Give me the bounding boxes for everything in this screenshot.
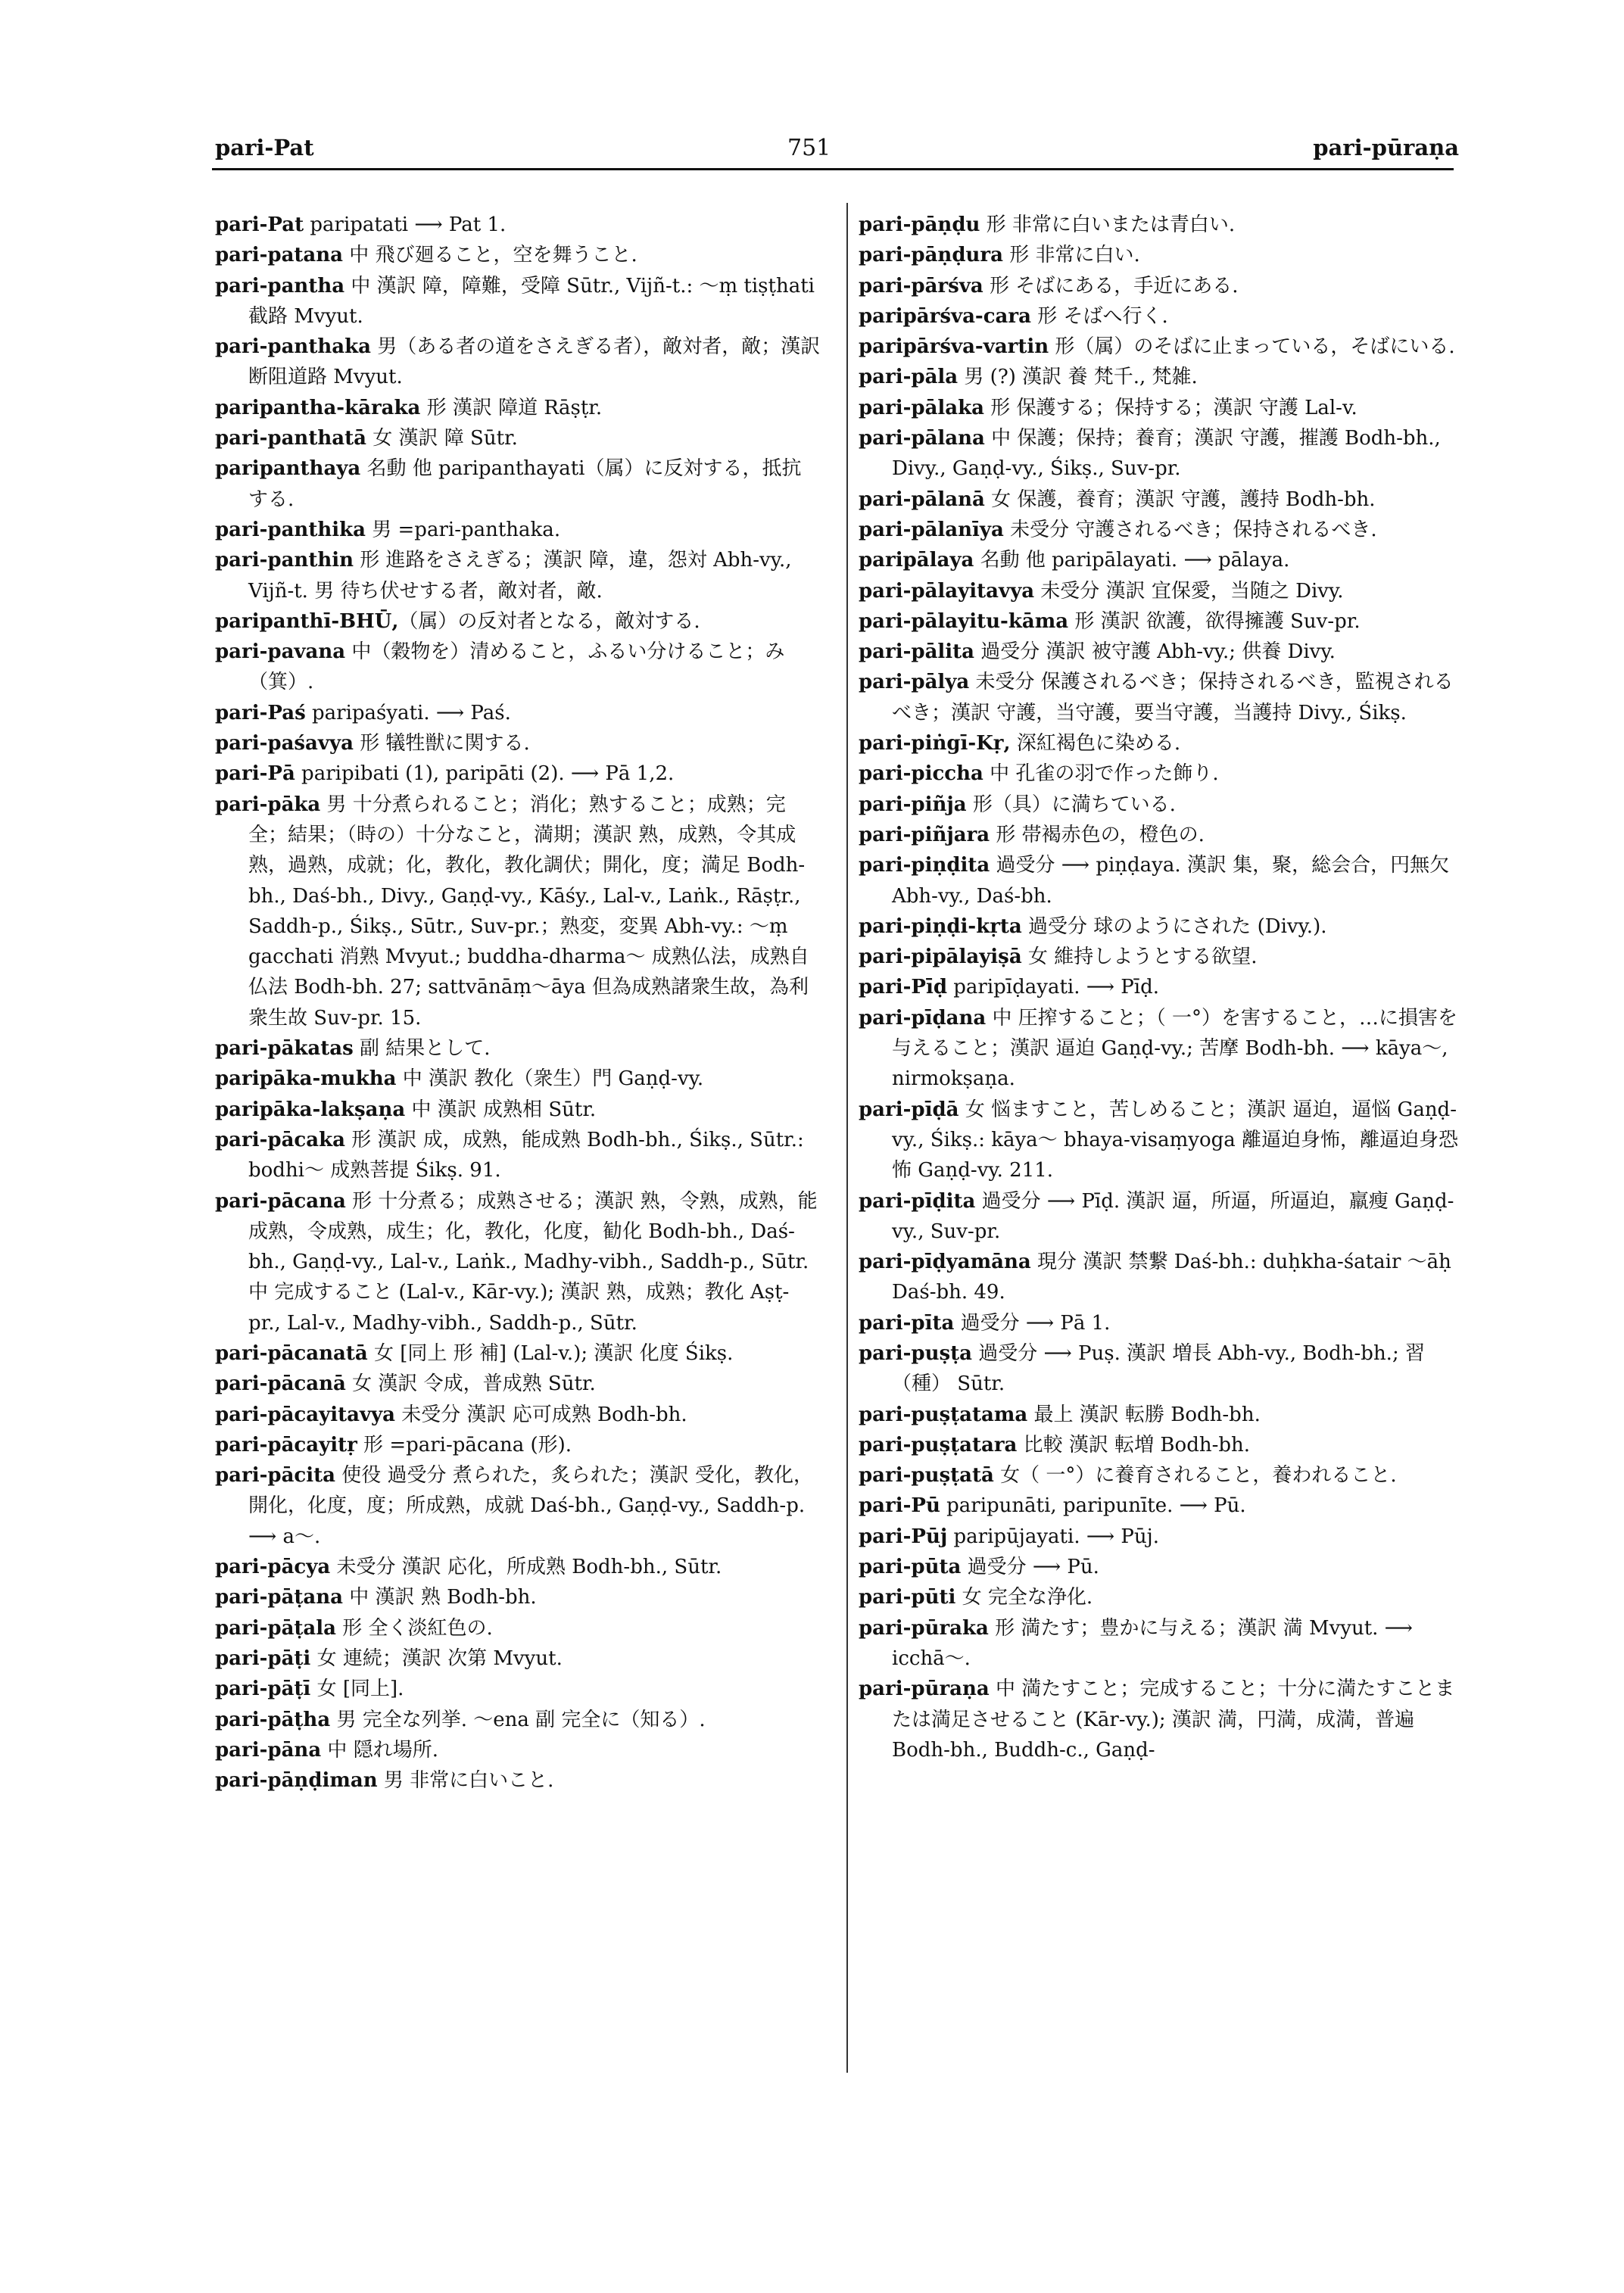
headword: pari-pūraka [859,1616,989,1640]
dictionary-entry [215,240,821,270]
definition: 未受分 漢訳 宜保愛，当随之 Divy. [1034,579,1344,603]
dictionary-entry [859,1247,1464,1308]
dictionary-entry [215,1430,821,1460]
headword: pari-puṣṭatama [859,1403,1028,1426]
definition: 過受分 ⟶ Pā 1. [954,1311,1111,1335]
headword: pari-pāṇḍu [859,213,980,236]
headword: paripanthī-BHŪ, [215,609,399,633]
definition: 過受分 ⟶ Puṣ. 漢訳 増長 Abh-vy., Bodh-bh.; 習（種） Sūtr. [892,1341,1425,1396]
dictionary-entry [859,911,1464,942]
headword: paripārśva-vartin [859,335,1049,359]
headword: pari-Pīḍ [859,976,947,999]
dictionary-entry [859,301,1464,332]
headword: pari-piṇḍita [859,854,990,877]
headword: pari-panthaka [215,335,371,359]
dictionary-entry [215,271,821,332]
headword: pari-piñja [859,793,967,816]
dictionary-entry [859,393,1464,423]
headword: pari-pāṭala [215,1616,336,1640]
dictionary-entry [859,790,1464,820]
definition: 現分 漢訳 禁繋 Daś-bh.: duḥkha-śatair 〜āḥ Daś-bh. 49. [892,1251,1451,1304]
running-head-left: pari-Pat [215,135,314,160]
headword: paripantha-kāraka [215,396,421,419]
headword: pari-pālanīya [859,518,1004,541]
definition: 女 維持しようとする欲望. [1021,946,1258,969]
definition: 中 保護；保持；養育；漢訳 守護，摧護 Bodh-bh., Divy., Gaṇḍ-vy., Śikṣ., Suv-pr. [892,427,1441,481]
headword: pari-pāla [859,366,959,389]
definition: paripunāti, paripunīte. ⟶ Pū. [940,1494,1246,1518]
headword: pari-pācana [215,1189,346,1213]
definition: 女 保護，養育；漢訳 守護，護持 Bodh-bh. [984,488,1376,511]
definition: 形（属）のそばに止まっている，そばにいる. [1049,335,1455,359]
headword: paripāka-mukha [215,1067,397,1091]
headword: pari-piccha [859,762,983,786]
definition: 形 満たす；豊かに与える；漢訳 満 Mvyut. ⟶ icchā〜. [892,1616,1413,1670]
definition: 形 そばにある，手近にある. [983,274,1239,298]
headword: pari-puṣṭa [859,1341,972,1365]
headword: pari-pūta [859,1556,962,1579]
dictionary-entry [215,1643,821,1674]
definition: 形 漢訳 欲護，欲得擁護 Suv-pr. [1068,609,1361,633]
headword: pari-pācayitavya [215,1403,395,1426]
definition: 形 非常に白い. [1002,244,1140,267]
definition: 男（ある者の道をさえぎる者），敵対者，敵；漢訳 断阻道路 Mvyut. [248,335,821,389]
dictionary-entry [859,972,1464,1002]
dictionary-entry [859,332,1464,362]
definition: 形 そばへ行く. [1030,304,1168,328]
definition: paripūjayati. ⟶ Pūj. [947,1525,1159,1548]
dictionary-entry [215,453,821,515]
definition: 未受分 守護されるべき；保持されるべき. [1003,518,1377,541]
headword: pari-pācaka [215,1128,345,1151]
dictionary-entry [215,1460,821,1552]
dictionary-entry [215,1705,821,1735]
dictionary-entry [215,606,821,637]
dictionary-entry [859,1186,1464,1248]
definition: paripibati (1), paripāti (2). ⟶ Pā 1,2. [295,762,675,786]
headword: pari-panthatā [215,427,366,450]
definition: 中 飛び廻ること，空を舞うこと. [343,244,637,267]
dictionary-entry [859,1430,1464,1460]
dictionary-entry [859,515,1464,545]
dictionary-entry [215,1369,821,1399]
dictionary-entry [215,332,821,393]
definition: 女 完全な浄化. [955,1586,1093,1609]
headword: pari-panthika [215,518,366,541]
dictionary-entry [215,728,821,759]
definition: 形 犠牲獣に関する. [353,732,530,756]
headword: pari-pākatas [215,1037,354,1061]
definition: 過受分 ⟶ Pū. [961,1556,1099,1579]
headword: pari-Pū [859,1494,940,1518]
headword: pari-pīḍyamāna [859,1251,1031,1274]
headword: pari-pāka [215,793,321,816]
definition: 形 漢訳 障道 Rāṣṭr. [420,396,603,419]
definition: paripatati ⟶ Pat 1. [304,213,507,236]
dictionary-entry [215,1033,821,1064]
headword: pari-piṇḍi-kṛta [859,914,1022,938]
definition: 女 漢訳 障 Sūtr. [366,427,518,450]
dictionary-entry [859,1400,1464,1430]
headword: pari-pipālayiṣā [859,946,1022,969]
dictionary-entry [859,1674,1464,1765]
definition: 名動 他 paripālayati. ⟶ pālaya. [974,549,1290,572]
definition: 女 悩ますこと，苦しめること；漢訳 逼迫，逼悩 Gaṇḍ-vy., Śikṣ.: kāya〜 bhaya-visaṃyoga 離逼迫身怖，離逼迫身恐怖 Gaṇḍ-vy. 211. [892,1098,1459,1182]
headword: pari-pāṭha [215,1708,331,1731]
dictionary-entry [215,1400,821,1430]
definition: 女 漢訳 令成，普成熟 Sūtr. [345,1372,596,1396]
dictionary-entry [859,1552,1464,1582]
definition: 形 帯褐赤色の，橙色の. [990,823,1205,846]
headword: pari-Pūj [859,1525,948,1548]
page-number: 751 [787,135,831,161]
dictionary-entry [859,362,1464,392]
definition: 形（具）に満ちている. [966,793,1176,816]
headword: pari-pīta [859,1311,955,1335]
definition: 使役 過受分 煮られた，炙られた；漢訳 受化，教化，開化，化度，度；所成熟，成就 Daś-bh., Gaṇḍ-vy., Saddh-p. ⟶ a〜. [248,1464,814,1548]
definition: 過受分 球のようにされた (Divy.). [1021,914,1327,938]
definition: 中 漢訳 障，障難，受障 Sūtr., Vijñ-t.: 〜ṃ tiṣṭhati 截路 Mvyut. [248,274,815,328]
dictionary-entry [859,820,1464,850]
dictionary-entry [215,637,821,698]
dictionary-entry [859,1003,1464,1095]
dictionary-entry [215,545,821,606]
headword: pari-pantha [215,274,345,298]
headword: paripanthaya [215,457,361,481]
dictionary-entry [859,1613,1464,1675]
definition: 女 連続；漢訳 次第 Mvyut. [310,1647,563,1670]
dictionary-entry [215,698,821,728]
dictionary-entry [859,1338,1464,1400]
definition: 中 漢訳 教化（衆生）門 Gaṇḍ-vy. [396,1067,704,1091]
definition: 中 満たすこと；完成すること；十分に満たすことまたは満足させること (Kār-vy.); 漢訳 満，円満，成満，普遍 Bodh-bh., Buddh-c., Gaṇḍ- [892,1678,1455,1762]
dictionary-entry [215,1552,821,1582]
dictionary-entry [859,210,1464,240]
headword: pari-pāna [215,1738,322,1762]
definition: 形 非常に白いまたは青白い. [980,213,1236,236]
definition: 形 十分煮る；成熟させる；漢訳 熟，令熟，成熟，能成熟，令成熟，成生；化，教化，化度，勧化 Bodh-bh., Daś-bh., Gaṇḍ-vy., Lal-v., Laṅk., Madhy-vibh., Saddh-p., Sūtr. 中 完成すること (Lal-v., Kār-vy.); 漢訳 熟，成熟；教化 Aṣṭ-pr., Lal-v., Madhy-vibh., Saddh-p., Sūtr. [248,1189,818,1335]
headword: pari-pāṭana [215,1586,344,1609]
dictionary-entry [859,606,1464,637]
dictionary-entry [215,210,821,240]
definition: 形 全く淡紅色の. [336,1616,493,1640]
headword: pari-pīḍita [859,1189,976,1213]
headword: paripāka-lakṣaṇa [215,1098,406,1121]
headword: pari-pāṇḍura [859,244,1003,267]
dictionary-entry [215,393,821,423]
definition: 女 [同上 形 補] (Lal-v.); 漢訳 化度 Śikṣ. [367,1341,734,1365]
headword: pari-pīḍā [859,1098,959,1121]
headword: pari-pālayitu-kāma [859,609,1069,633]
definition: 最上 漢訳 転勝 Bodh-bh. [1027,1403,1261,1426]
running-head-right: pari-pūraṇa [1313,135,1459,160]
dictionary-entry [859,240,1464,270]
definition: 未受分 漢訳 応化，所成熟 Bodh-bh., Sūtr. [330,1556,722,1579]
headword: paripārśva-cara [859,304,1031,328]
dictionary-entry [215,423,821,453]
definition: 形 =pari-pācana (形). [357,1433,572,1456]
dictionary-entry [215,1582,821,1612]
dictionary-entry [859,759,1464,789]
dictionary-entry [859,1522,1464,1552]
dictionary-entry [859,545,1464,575]
headword: pari-pācya [215,1556,331,1579]
headword: pari-pārśva [859,274,983,298]
headword: pari-piñjara [859,823,990,846]
dictionary-entry [215,790,821,1033]
headword: pari-pācanatā [215,1341,368,1365]
dictionary-entry [859,576,1464,606]
definition: 中 孔雀の羽で作った飾り. [983,762,1219,786]
definition: 過受分 ⟶ piṇḍaya. 漢訳 集，聚，総会合，円無欠 Abh-vy., Daś-bh. [892,854,1450,908]
headword: pari-pālanā [859,488,985,511]
headword: pari-pūti [859,1586,956,1609]
headword: pari-pācanā [215,1372,346,1396]
dictionary-entry [215,1064,821,1094]
dictionary-entry [859,1308,1464,1338]
headword: pari-piṅgī-Kṛ, [859,732,1011,756]
dictionary-entry [215,1674,821,1704]
headword: pari-pācita [215,1464,335,1488]
definition: 男 (?) 漢訳 養 梵千., 梵雑. [958,366,1198,389]
headword: pari-patana [215,244,344,267]
definition: 比較 漢訳 転増 Bodh-bh. [1017,1433,1251,1456]
definition: 女 [同上]. [310,1678,404,1701]
dictionary-entry [859,1095,1464,1186]
headword: pari-puṣṭatā [859,1464,994,1488]
left-column [215,210,821,1796]
definition: paripīḍayati. ⟶ Pīḍ. [947,976,1159,999]
definition: 中 圧搾すること；（ 一°）を害すること，…に損害を与えること；漢訳 逼迫 Gaṇḍ-vy.; 苦摩 Bodh-bh. ⟶ kāya〜, nirmokṣaṇa. [892,1006,1458,1091]
headword: pari-pālya [859,671,970,694]
definition: （属）の反対者となる，敵対する. [398,609,700,633]
headword: pari-pāṇḍiman [215,1769,378,1793]
headword: pari-pālayitavya [859,579,1035,603]
definition: 男 =pari-panthaka. [365,518,561,541]
definition: 男 完全な列挙. 〜ena 副 完全に（知る）. [330,1708,706,1731]
dictionary-entry [859,484,1464,515]
dictionary-entry [215,1735,821,1765]
headword: pari-pācayitṛ [215,1433,357,1456]
dictionary-entry [859,1460,1464,1491]
dictionary-entry [215,515,821,545]
definition: 過受分 ⟶ Pīḍ. 漢訳 逼，所逼，所逼迫，羸瘦 Gaṇḍ-vy., Suv-pr. [892,1189,1454,1243]
headword: pari-pālana [859,427,985,450]
definition: 男 非常に白いこと. [377,1769,554,1793]
definition: 形 進路をさえぎる；漢訳 障，違，怨対 Abh-vy., Vijñ-t. 男 待ち伏せする者，敵対者，敵. [248,549,792,603]
dictionary-entry [859,667,1464,728]
definition: 未受分 漢訳 応可成熟 Bodh-bh. [395,1403,687,1426]
headword: pari-pālaka [859,396,985,419]
definition: 中（穀物を）清めること，ふるい分けること；み（箕）. [248,640,785,694]
headword: pari-paśavya [215,732,354,756]
dictionary-entry [215,1125,821,1186]
definition: 中 漢訳 熟 Bodh-bh. [343,1586,537,1609]
headword: pari-pūraṇa [859,1678,990,1701]
dictionary-entry [859,271,1464,301]
dictionary-entry [215,1095,821,1125]
definition: 形 漢訳 成，成熟，能成熟 Bodh-bh., Śikṣ., Sūtr.: bodhi〜 成熟菩提 Śikṣ. 91. [248,1128,804,1182]
headword: pari-Paś [215,701,306,724]
dictionary-entry [859,1582,1464,1612]
headword: pari-Pā [215,762,295,786]
headword: pari-pavana [215,640,346,664]
definition: 副 結果として. [353,1037,491,1061]
right-column [859,210,1464,1765]
definition: 深紅褐色に染める. [1010,732,1181,756]
dictionary-entry [215,1186,821,1338]
dictionary-entry [859,637,1464,667]
column-divider [846,203,848,2073]
definition: 名動 他 paripanthayati（属）に反対する，抵抗する. [248,457,802,511]
dictionary-entry [859,728,1464,759]
definition: 中 漢訳 成熟相 Sūtr. [405,1098,597,1121]
definition: paripaśyati. ⟶ Paś. [305,701,511,724]
definition: 女（ 一°）に養育されること，養われること. [993,1464,1397,1488]
dictionary-entry [859,1491,1464,1521]
header-rule [212,168,1454,170]
headword: pari-pīḍana [859,1006,987,1030]
headword: pari-pāṭī [215,1678,311,1701]
headword: pari-panthin [215,549,354,572]
dictionary-entry [859,423,1464,484]
headword: pari-pāṭi [215,1647,311,1670]
headword: paripālaya [859,549,974,572]
dictionary-entry [215,1765,821,1796]
dictionary-entry [859,942,1464,972]
definition: 未受分 保護されるべき；保持されるべき，監視されるべき；漢訳 守護，当守護，要当守護，当護持 Divy., Śikṣ. [892,671,1454,724]
headword: pari-Pat [215,213,304,236]
dictionary-entry [859,850,1464,911]
dictionary-entry [215,759,821,789]
definition: 男 十分煮られること；消化；熟すること；成熟；完全；結果；（時の）十分なこと，満期；漢訳 熟，成熟，令其成熟，過熟，成就；化，教化，教化調伏；開化，度；満足 Bodh-bh., Daś-bh., Divy., Gaṇḍ-vy., Kāśy., Lal-v., Laṅk., Rāṣṭr., Saddh-p., Śikṣ., Sūtr., Suv-pr.；熟変，変異 Abh-vy.: 〜ṃ gacchati 消熟 Mvyut.; buddha-dharma〜 成熟仏法，成熟自仏法 Bodh-bh. 27; sattvānāṃ〜āya 但為成熟諸衆生故，為利衆生故 Suv-pr. 15. [248,793,809,1030]
headword: pari-pālita [859,640,975,664]
headword: pari-puṣṭatara [859,1433,1018,1456]
definition: 形 保護する；保持する；漢訳 守護 Lal-v. [984,396,1357,419]
dictionary-entry [215,1613,821,1643]
dictionary-entry [215,1338,821,1369]
definition: 中 隠れ場所. [321,1738,438,1762]
definition: 過受分 漢訳 被守護 Abh-vy.; 供養 Divy. [974,640,1336,664]
